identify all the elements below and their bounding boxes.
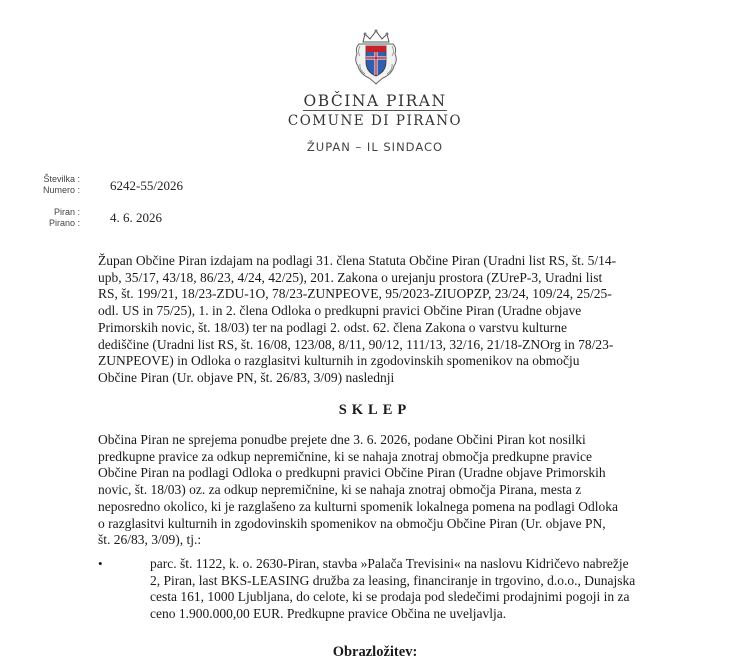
property-bullet-item [150,556,658,623]
text-line: o razglasitvi kulturnih in zgodovinskih spomenikov na območju Občine Piran (Ur. objave PN, [98,515,606,531]
text-line: parc. št. 1122, k. o. 2630-Piran, stavba »Palača Trevisini« na naslovu Kidričevo nabrežje [150,556,629,571]
number-label-sl: Številka : [43,174,80,184]
text-line: ceno 1.900.000,00 EUR. Predkupne pravice Občina ne uveljavlja. [150,606,507,622]
text-line: neposredno okolico, ki je razglašeno za kulturni spomenik lokalnega pomena na podlagi Odloka [98,498,618,514]
text-line: Občina Piran ne sprejema ponudbe prejete dne 3. 6. 2026, podane Občini Piran kot nosilki [98,432,586,447]
text-line: Občine Piran (Ur. objave PN, št. 26/83, 3/09) naslednji [98,369,395,385]
municipality-name-it: COMUNE DI PIRANO [287,113,463,129]
intro-paragraph [98,253,658,387]
place-label-it: Pirano : [48,218,80,228]
number-label-it: Numero : [42,185,80,195]
text-line: dediščine (Uradni list RS, št. 16/08, 123/08, 8/11, 90/12, 111/13, 32/16, 21/18-ZNOrg in 78/23- [98,336,614,352]
text-line: št. 26/83, 3/09), tj.: [98,532,202,548]
text-line: odl. US in 75/25), 1. in 2. člena Odloka o predkupni pravici Občine Piran (Uradne objave [98,303,582,319]
document-number: 6242-55/2026 [110,178,183,193]
text-line: cesta 161, 1000 Ljubljana, do celote, ki se prodaja pod sledečimi prodajnimi pogoji in za [150,589,630,605]
text-line: Župan Občine Piran izdajam na podlagi 31. člena Statuta Občine Piran (Uradni list RS, št. 5/14- [98,253,617,268]
text-line: Primorskih novic, št. 18/03) ter na podlagi 2. odst. 62. člena Zakona o varstvu kulturne [98,319,568,335]
decision-heading: SKLEP [338,402,412,418]
text-line: predkupne pravice za odkup nepremičnine, ki se nahaja znotraj območja predkupne pravice [98,448,593,464]
text-line: RS, št. 199/21, 18/23-ZDU-1O, 78/23-ZUNPEOVE, 95/2023-ZIUOPZP, 23/24, 109/24, 25/25- [98,286,612,302]
text-line: novic, št. 18/03) oz. za odkup nepremičnine, ki se nahaja znotraj območja Pirana, mesta z [98,482,582,498]
reasoning-heading: Obrazložitev: [332,644,418,660]
bullet-marker: • [98,556,103,571]
header-divider [303,110,447,111]
text-line: 2, Piran, last BKS-LEASING družba za leasing, financiranje in trgovino, d.o.o., Dunajska [150,572,636,588]
number-label [0,174,80,196]
text-line: ZUNPEOVE) in Odloka o razglasitvi kulturnih in zgodovinskih spomenikov na območju [98,353,580,369]
place-label-sl: Piran : [53,207,80,217]
office-title: ŽUPAN – IL SINDACO [306,140,444,154]
decision-paragraph [98,432,658,549]
municipal-crest-icon [351,28,401,86]
text-line: Občine Piran na podlagi Odloka o predkupni pravici Občine Piran (Uradne objave Primorskih [98,465,606,481]
document-date: 4. 6. 2026 [110,210,162,225]
text-line: upb, 35/17, 43/18, 86/23, 4/24, 42/25), 201. Zakona o urejanju prostora (ZUreP-3, Uradni list [98,269,603,285]
municipality-name-sl: OBČINA PIRAN [303,92,447,110]
place-label [0,207,80,229]
